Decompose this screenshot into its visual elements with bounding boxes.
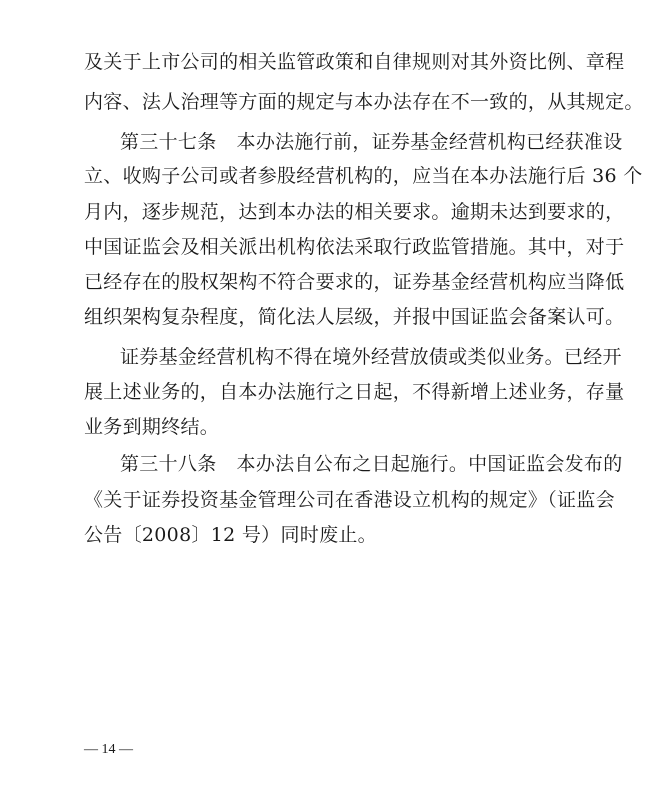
text-line: 中国证监会及相关派出机构依法采取行政监管措施。其中，对于	[84, 236, 625, 258]
text-line: 《关于证券投资基金管理公司在香港设立机构的规定》（证监会	[84, 489, 615, 511]
article-37-text: 本办法施行前，证券基金经营机构已经获准设	[236, 131, 623, 153]
text-line: 内容、法人治理等方面的规定与本办法存在不一致的，从其规定。	[84, 91, 644, 113]
article-37-line	[120, 128, 623, 156]
page-number: — 14 —	[84, 742, 133, 757]
article-37-heading: 第三十七条	[120, 131, 217, 153]
text-line: 公告〔2008〕12 号）同时废止。	[84, 524, 377, 546]
text-line: 月内，逐步规范，达到本办法的相关要求。逾期未达到要求的，	[84, 201, 625, 223]
text-line: 业务到期终结。	[84, 416, 220, 438]
text-line: 展上述业务的，自本办法施行之日起，不得新增上述业务，存量	[84, 381, 625, 403]
text-line: 立、收购子公司或者参股经营机构的，应当在本办法施行后 36 个	[84, 165, 643, 187]
text-line: 组织架构复杂程度，简化法人层级，并报中国证监会备案认可。	[84, 306, 625, 328]
text-line: 证券基金经营机构不得在境外经营放债或类似业务。已经开	[120, 346, 622, 368]
article-38-line	[120, 450, 623, 478]
article-38-text: 本办法自公布之日起施行。中国证监会发布的	[236, 453, 623, 475]
text-line: 及关于上市公司的相关监管政策和自律规则对其外资比例、章程	[84, 51, 625, 73]
text-line: 已经存在的股权架构不符合要求的，证券基金经营机构应当降低	[84, 271, 625, 293]
article-38-heading: 第三十八条	[120, 453, 217, 475]
